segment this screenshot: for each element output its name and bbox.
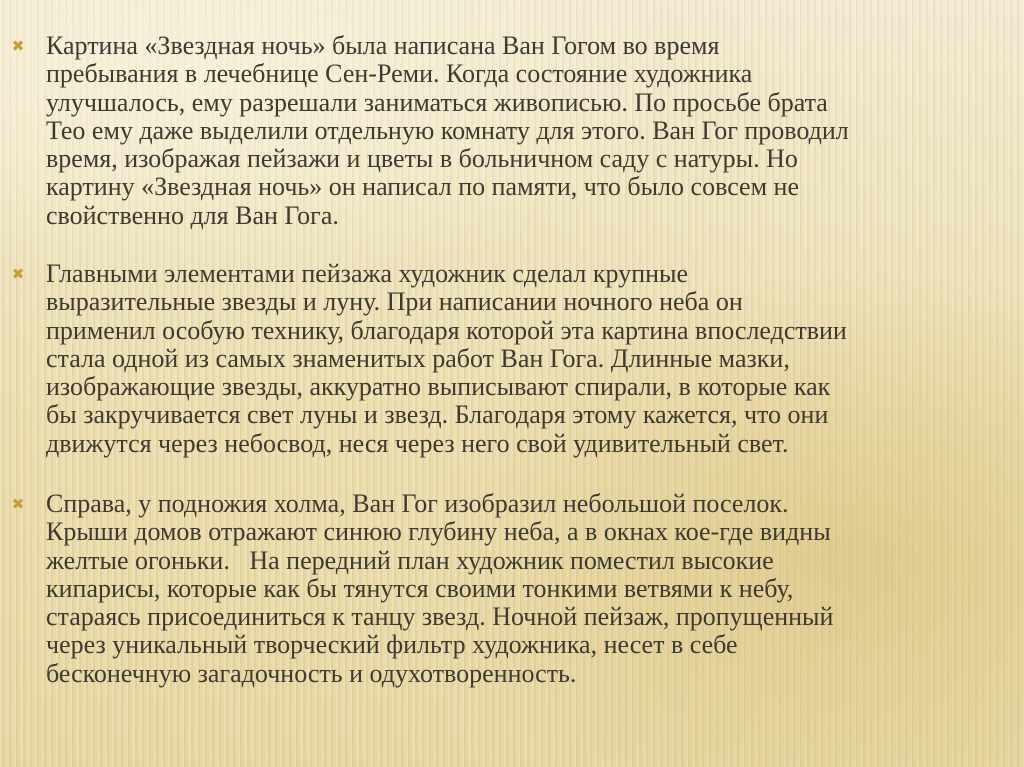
x-mark-icon: ✖: [11, 37, 25, 55]
bullet-text-2: Главными элементами пейзажа художник сделал крупные выразительные звезды и луну. При написании ночного неба он применил особую технику, благодаря которой эта картина впоследствии стала одной из самых знаменитых работ Ван Гога. Длинные мазки, изображающие звезды, аккуратно выписывают спирали, в которые как бы закручивается свет луны и звезд. Благодаря этому кажется, что они движутся через небосвод, неся через него свой удивительный свет.: [46, 259, 847, 458]
bullet-text-3: Справа, у подножия холма, Ван Гог изобразил небольшой поселок. Крыши домов отражают синюю глубину неба, а в окнах кое-где видны желтые огоньки. На передний план художник поместил высокие кипарисы, которые как бы тянутся своими тонкими ветвями к небу, стараясь присоединиться к танцу звезд. Ночной пейзаж, пропущенный через уникальный творческий фильтр художника, несет в себе бесконечную загадочность и одухотворенность.: [46, 489, 834, 688]
bullet-text-1: Картина «Звездная ночь» была написана Ван Гогом во время пребывания в лечебнице Сен-Реми. Когда состояние художника улучшалось, ему разрешали заниматься живописью. По просьбе брата Тео ему даже выделили отдельную комнату для этого. Ван Гог проводил время, изображая пейзажи и цветы в больничном саду с натуры. Но картину «Звездная ночь» он написал по памяти, что было совсем не свойственно для Ван Гога.: [46, 31, 849, 230]
x-mark-icon: ✖: [11, 265, 25, 283]
x-mark-icon: ✖: [11, 495, 25, 513]
